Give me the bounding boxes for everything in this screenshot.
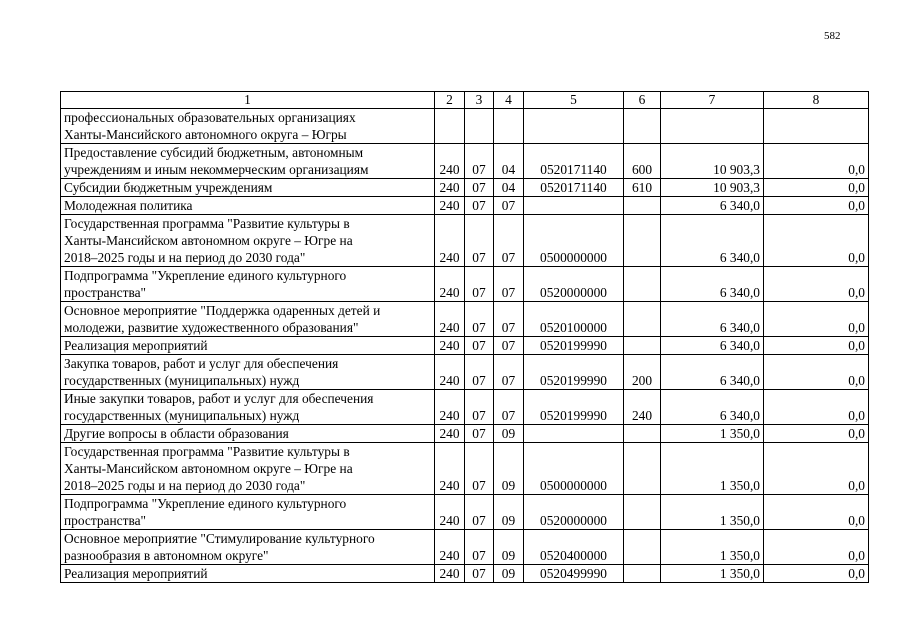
subsection-cell: 07 bbox=[494, 337, 524, 355]
table-row bbox=[61, 144, 869, 179]
table-row bbox=[61, 565, 869, 583]
amount-2025-cell: 0,0 bbox=[764, 144, 869, 179]
header-row bbox=[61, 92, 869, 109]
expense-type-cell bbox=[624, 215, 661, 267]
expense-type-cell bbox=[624, 495, 661, 530]
expense-type-cell: 240 bbox=[624, 390, 661, 425]
amount-2025-cell: 0,0 bbox=[764, 565, 869, 583]
amount-2024-cell: 6 340,0 bbox=[661, 197, 764, 215]
subsection-cell: 07 bbox=[494, 197, 524, 215]
expense-type-cell bbox=[624, 443, 661, 495]
amount-2025-cell bbox=[764, 109, 869, 144]
subsection-cell: 04 bbox=[494, 144, 524, 179]
target-article-cell: 0520199990 bbox=[524, 355, 624, 390]
row-name-cell: Государственная программа "Развитие культуры в Ханты-Мансийском автономном округе – Югре на 2018–2025 годы и на период до 2030 года" bbox=[61, 443, 435, 495]
section-cell: 07 bbox=[465, 302, 494, 337]
budget-table bbox=[60, 91, 869, 583]
section-cell: 07 bbox=[465, 390, 494, 425]
amount-2024-cell: 1 350,0 bbox=[661, 495, 764, 530]
expense-type-cell bbox=[624, 337, 661, 355]
admin-code-cell: 240 bbox=[435, 443, 465, 495]
target-article-cell bbox=[524, 109, 624, 144]
row-name-cell: Предоставление субсидий бюджетным, автономным учреждениям и иным некоммерческим организациям bbox=[61, 144, 435, 179]
amount-2024-cell: 6 340,0 bbox=[661, 302, 764, 337]
amount-2024-cell: 6 340,0 bbox=[661, 267, 764, 302]
subsection-cell: 07 bbox=[494, 267, 524, 302]
table-row bbox=[61, 215, 869, 267]
row-name-cell: Реализация мероприятий bbox=[61, 337, 435, 355]
table-row bbox=[61, 337, 869, 355]
table-row bbox=[61, 109, 869, 144]
table-row bbox=[61, 267, 869, 302]
amount-2024-cell bbox=[661, 109, 764, 144]
target-article-cell: 0500000000 bbox=[524, 215, 624, 267]
table-row bbox=[61, 390, 869, 425]
amount-2025-cell: 0,0 bbox=[764, 302, 869, 337]
target-article-cell: 0520199990 bbox=[524, 337, 624, 355]
amount-2024-cell: 6 340,0 bbox=[661, 390, 764, 425]
row-name-cell: Молодежная политика bbox=[61, 197, 435, 215]
amount-2025-cell: 0,0 bbox=[764, 443, 869, 495]
table-row bbox=[61, 443, 869, 495]
header-cell-5: 5 bbox=[524, 92, 624, 109]
section-cell: 07 bbox=[465, 197, 494, 215]
section-cell: 07 bbox=[465, 530, 494, 565]
target-article-cell bbox=[524, 425, 624, 443]
admin-code-cell: 240 bbox=[435, 390, 465, 425]
target-article-cell: 0520171140 bbox=[524, 179, 624, 197]
row-name-cell: Подпрограмма "Укрепление единого культурного пространства" bbox=[61, 495, 435, 530]
row-name-cell: Закупка товаров, работ и услуг для обеспечения государственных (муниципальных) нужд bbox=[61, 355, 435, 390]
row-name-cell: Субсидии бюджетным учреждениям bbox=[61, 179, 435, 197]
amount-2024-cell: 6 340,0 bbox=[661, 215, 764, 267]
row-name-cell: Реализация мероприятий bbox=[61, 565, 435, 583]
expense-type-cell bbox=[624, 302, 661, 337]
section-cell: 07 bbox=[465, 443, 494, 495]
expense-type-cell bbox=[624, 197, 661, 215]
target-article-cell bbox=[524, 197, 624, 215]
row-name-cell: Основное мероприятие "Поддержка одаренных детей и молодежи, развитие художественного образования" bbox=[61, 302, 435, 337]
amount-2025-cell: 0,0 bbox=[764, 495, 869, 530]
expense-type-cell bbox=[624, 530, 661, 565]
subsection-cell: 04 bbox=[494, 179, 524, 197]
amount-2024-cell: 1 350,0 bbox=[661, 530, 764, 565]
row-name-cell: Другие вопросы в области образования bbox=[61, 425, 435, 443]
target-article-cell: 0520400000 bbox=[524, 530, 624, 565]
target-article-cell: 0500000000 bbox=[524, 443, 624, 495]
subsection-cell: 07 bbox=[494, 390, 524, 425]
section-cell: 07 bbox=[465, 355, 494, 390]
admin-code-cell: 240 bbox=[435, 215, 465, 267]
header-cell-8: 8 bbox=[764, 92, 869, 109]
row-name-cell: Иные закупки товаров, работ и услуг для обеспечения государственных (муниципальных) нужд bbox=[61, 390, 435, 425]
admin-code-cell: 240 bbox=[435, 530, 465, 565]
header-cell-4: 4 bbox=[494, 92, 524, 109]
admin-code-cell: 240 bbox=[435, 337, 465, 355]
header-cell-6: 6 bbox=[624, 92, 661, 109]
table-row bbox=[61, 355, 869, 390]
amount-2025-cell: 0,0 bbox=[764, 337, 869, 355]
section-cell: 07 bbox=[465, 144, 494, 179]
expense-type-cell: 610 bbox=[624, 179, 661, 197]
expense-type-cell: 600 bbox=[624, 144, 661, 179]
admin-code-cell bbox=[435, 109, 465, 144]
row-name-cell: Государственная программа "Развитие культуры в Ханты-Мансийском автономном округе – Югре на 2018–2025 годы и на период до 2030 года" bbox=[61, 215, 435, 267]
row-name-cell: профессиональных образовательных организациях Ханты-Мансийского автономного округа – Югры bbox=[61, 109, 435, 144]
amount-2025-cell: 0,0 bbox=[764, 197, 869, 215]
subsection-cell: 07 bbox=[494, 215, 524, 267]
amount-2024-cell: 6 340,0 bbox=[661, 355, 764, 390]
target-article-cell: 0520499990 bbox=[524, 565, 624, 583]
section-cell: 07 bbox=[465, 425, 494, 443]
expense-type-cell bbox=[624, 267, 661, 302]
admin-code-cell: 240 bbox=[435, 355, 465, 390]
amount-2025-cell: 0,0 bbox=[764, 215, 869, 267]
target-article-cell: 0520199990 bbox=[524, 390, 624, 425]
row-name-cell: Подпрограмма "Укрепление единого культурного пространства" bbox=[61, 267, 435, 302]
table-row bbox=[61, 302, 869, 337]
amount-2024-cell: 10 903,3 bbox=[661, 179, 764, 197]
row-name-cell: Основное мероприятие "Стимулирование культурного разнообразия в автономном округе" bbox=[61, 530, 435, 565]
admin-code-cell: 240 bbox=[435, 267, 465, 302]
expense-type-cell bbox=[624, 109, 661, 144]
amount-2024-cell: 1 350,0 bbox=[661, 443, 764, 495]
section-cell: 07 bbox=[465, 179, 494, 197]
admin-code-cell: 240 bbox=[435, 179, 465, 197]
section-cell: 07 bbox=[465, 215, 494, 267]
amount-2025-cell: 0,0 bbox=[764, 355, 869, 390]
table-row bbox=[61, 530, 869, 565]
header-cell-1: 1 bbox=[61, 92, 435, 109]
section-cell: 07 bbox=[465, 337, 494, 355]
subsection-cell: 09 bbox=[494, 425, 524, 443]
amount-2025-cell: 0,0 bbox=[764, 425, 869, 443]
amount-2025-cell: 0,0 bbox=[764, 179, 869, 197]
section-cell: 07 bbox=[465, 267, 494, 302]
subsection-cell: 07 bbox=[494, 355, 524, 390]
admin-code-cell: 240 bbox=[435, 302, 465, 337]
table-row bbox=[61, 179, 869, 197]
amount-2025-cell: 0,0 bbox=[764, 267, 869, 302]
amount-2024-cell: 6 340,0 bbox=[661, 337, 764, 355]
amount-2025-cell: 0,0 bbox=[764, 530, 869, 565]
page-number: 582 bbox=[824, 30, 841, 42]
target-article-cell: 0520100000 bbox=[524, 302, 624, 337]
subsection-cell: 09 bbox=[494, 495, 524, 530]
admin-code-cell: 240 bbox=[435, 425, 465, 443]
expense-type-cell bbox=[624, 425, 661, 443]
amount-2025-cell: 0,0 bbox=[764, 390, 869, 425]
expense-type-cell: 200 bbox=[624, 355, 661, 390]
subsection-cell: 09 bbox=[494, 565, 524, 583]
target-article-cell: 0520000000 bbox=[524, 495, 624, 530]
target-article-cell: 0520171140 bbox=[524, 144, 624, 179]
expense-type-cell bbox=[624, 565, 661, 583]
subsection-cell bbox=[494, 109, 524, 144]
amount-2024-cell: 1 350,0 bbox=[661, 565, 764, 583]
admin-code-cell: 240 bbox=[435, 197, 465, 215]
section-cell bbox=[465, 109, 494, 144]
amount-2024-cell: 1 350,0 bbox=[661, 425, 764, 443]
admin-code-cell: 240 bbox=[435, 144, 465, 179]
subsection-cell: 09 bbox=[494, 530, 524, 565]
table-row bbox=[61, 197, 869, 215]
admin-code-cell: 240 bbox=[435, 565, 465, 583]
target-article-cell: 0520000000 bbox=[524, 267, 624, 302]
table-row bbox=[61, 425, 869, 443]
admin-code-cell: 240 bbox=[435, 495, 465, 530]
section-cell: 07 bbox=[465, 495, 494, 530]
amount-2024-cell: 10 903,3 bbox=[661, 144, 764, 179]
header-cell-2: 2 bbox=[435, 92, 465, 109]
section-cell: 07 bbox=[465, 565, 494, 583]
table-row bbox=[61, 495, 869, 530]
header-cell-7: 7 bbox=[661, 92, 764, 109]
header-cell-3: 3 bbox=[465, 92, 494, 109]
subsection-cell: 07 bbox=[494, 302, 524, 337]
subsection-cell: 09 bbox=[494, 443, 524, 495]
